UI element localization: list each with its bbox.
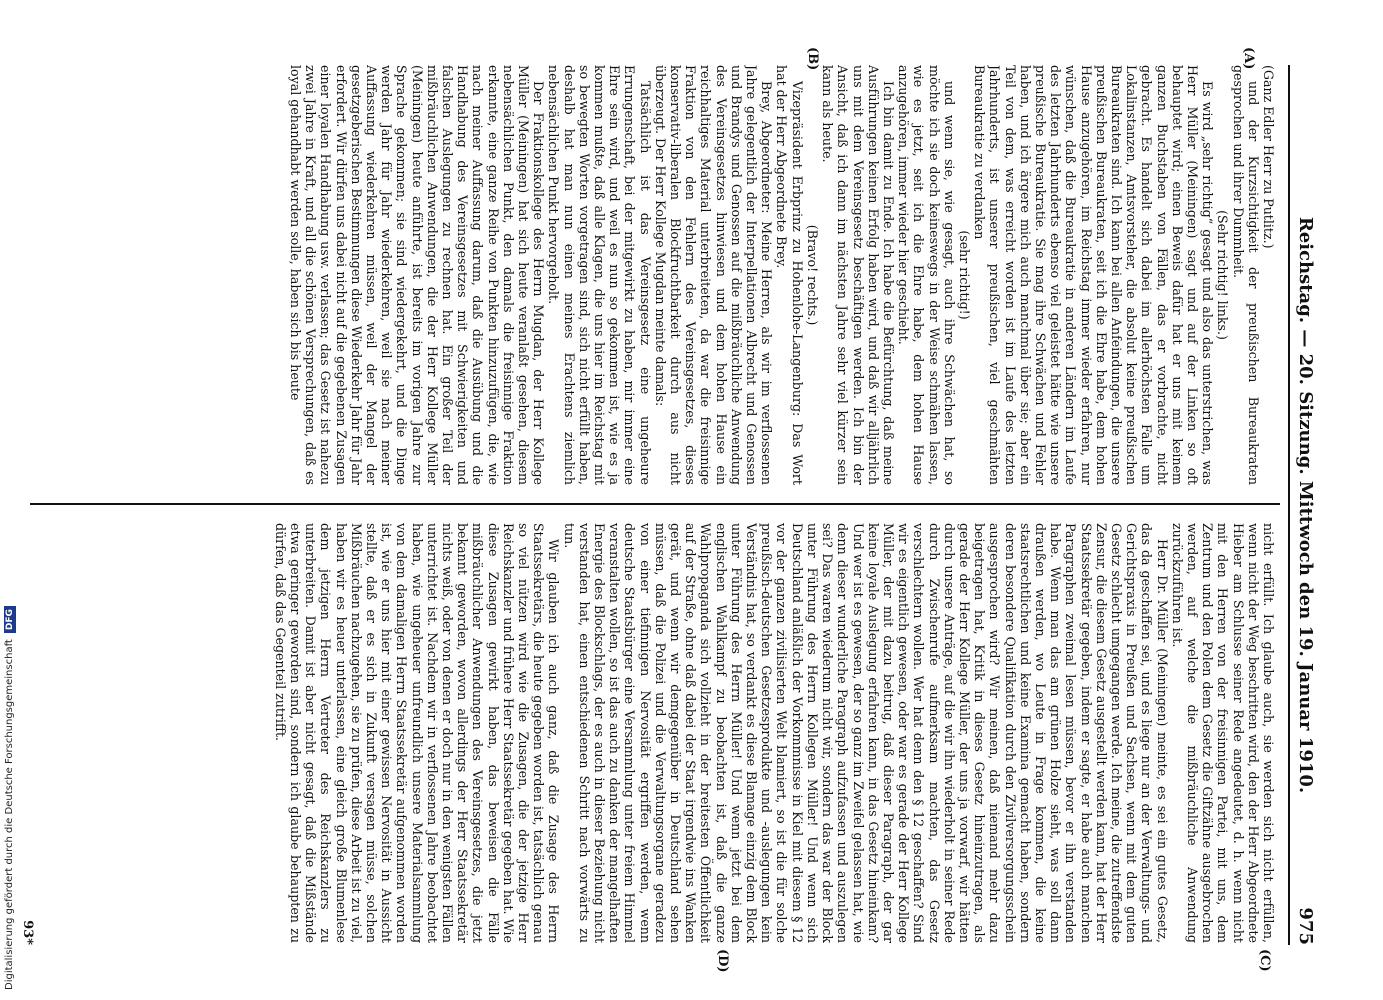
column-divider [30,503,1280,505]
interjection: (Bravo! rechts.) [804,224,820,326]
margin-marker-c: (C) [1257,949,1272,972]
dfg-logo: DFG [4,606,16,633]
document-page [20,45,1320,973]
page-number: 975 [1295,907,1316,945]
margin-marker-d: (D) [715,949,730,973]
page-header [1288,65,1320,945]
credit-text: Digitalisierung gefördert durch die Deutsche Forschungsgemeinschaft [4,639,15,990]
right-column [36,523,1276,943]
credit-line [3,0,17,990]
margin-marker-a: (A) [1241,47,1256,70]
signature-mark: 93* [20,920,35,945]
paragraph: Herr Dr. Müller (Meiningen) meinte, es sei ein gutes Gesetz, das da geschaffen sei, und es liege nur an der Verwaltungs- und Gerichtspraxis in Preußen und Sachsen, wenn mit dem guten Gesetz schlecht umgegangen werde. Ich meine, die zutreffendste Zensur, die diesem Gesetz ausgestellt werden kann, hat der Herr Staatssekretär gegeben, indem er sagte, er habe auch manchen Paragraphen zweimal lesen müssen, bevor er ihn verstanden habe. Wenn man das am grünen Holze sieht, was soll dann draußen werden, wo Leute in Frage kommen, die keine staatsrechtlichen und keine Examina gemacht haben, sondern deren besondere Qualifikation durch den Zivilversorgungsschein ausgesprochen wird? Wir meinen, daß niemand mehr dazu beigetragen hat, Kritik in dieses Gesetz hineinzutragen, als gerade der Herr Kollege Müller, der uns ja vorwarf, wir hätten durch unsere Anträge, auf die wir ihn wiederholt in seiner Rede durch Zwischenrufe aufmerksam machten, das Gesetz verschlechtern wollen. Wer hat denn den § 12 geschaffen? Sind wir es eigentlich gewesen, oder war es gerade der Herr Kollege Müller, der mit dazu beitrug, daß dieser Paragraph, der gar keine loyale Auslegung erfahren kann, in das Gesetz hineinkam? Und wer ist es gewesen, der so ganz im Zweifel gelassen hat, wie denn dieser wunderliche Paragraph aufzufassen und auszulegen sei? Das waren wiederum nicht wir, sondern das war der Block unter Führung des Herrn Kollegen Müller! Und wenn sich Deutschland anläßlich der Vorkommnisse in Kiel mit diesem § 12 vor der ganzen zivilisierten Welt blamiert, so ist die für solche preußisch-deutschen Gesetzesprodukte und -auslegungen kein Verständnis hat, so verdankt es diese Blamage einzig dem Block unter Führung des Herrn Müller! Und wenn jetzt bei dem englischen Wahlkampf zu beobachten ist, daß die ganze Wahlpropaganda sich vollzieht in der breitesten Öffentlichkeit auf der Straße, ohne daß dabei der Staat irgendwie ins Wanken gerät, und wenn wir demgegenüber in Deutschland sehen müssen, daß die Polizei und die Verwaltungsorgane geradezu von einer tiefinnigen Nervosität ergriffen werden, wenn deutsche Staatsbürger eine Versammlung unter freiem Himmel veranstalten wollen, so ist das auch zu danken der mangelhaften Energie des Blockschlags, der es auch in dieser Beziehung nicht verstanden hat, einen entschiedenen Schritt nach vorwärts zu tun. [561,523,1170,943]
left-column [36,65,1276,485]
paragraph: Tatsächlich ist das Vereinsgesetz eine ungeheure Errungenschaft, bei der mitgewirkt zu haben, mir immer eine Ehre sein wird, und weil es nun so gekommen ist, wie es ja kommen mußte, daß alle Klagen, die uns hier im Reichstag mit so bewegten Worten vorgetragen sind, sich nicht erfüllt haben, deshalb hat man nun einen meines Erachtens ziemlich nebensächlichen Punkt hervorgeholt. [546,65,653,485]
margin-marker-b: (B) [805,47,820,71]
paragraph: (Ganz Edler Herr zu Putlitz.) [1261,65,1276,249]
interjection: (Sehr richtig! links.) [1215,210,1231,340]
paragraph: Vizepräsident Erbprinz zu Hohenlohe-Langenburg: Das Wort hat der Herr Abgeordnete Brey. [774,65,805,485]
interjection: (sehr richtig!) [956,230,972,320]
paragraph: Ich bin damit zu Ende. Ich habe die Befürchtung, daß meine Ausführungen keinen Erfolg haben wird, und daß wir alljährlich uns mit dem Vereinsgesetz beschäftigen werden. Ich bin der Ansicht, daß ich dann im nächsten Jahre sehr viel kürzer sein kann als heute. [820,65,896,485]
paragraph: nicht erfüllt. Ich glaube auch, sie werden sich nicht erfüllen, wenn nicht der Weg beschritten wird, den der Herr Abgeordnete Hieber am Schlusse seiner Rede angedeutet, d. h. wenn nicht mit den Herren von der freisinnigen Partei, mit uns, dem Zentrum und den Polen dem Gesetz die Giftzähne ausgebrochen werden, auf welche die mißbräuchliche Anwendung zurückzuführen ist. [1169,523,1276,943]
paragraph: und wenn sie, wie gesagt, auch ihre Schwächen hat, so möchte ich sie doch keineswegs in der Weise schmähen lassen, wie es jetzt, seit ich die Ehre habe, dem hohen Hause anzugehören, immer wieder hier geschieht. [896,65,957,485]
credit-strip [3,0,17,1000]
paragraph: Der Fraktionskollege des Herrn Mugdan, der Herr Kollege Müller (Meiningen) hat sich heute veranlaßt gesehen, diesem nebensächlichen Punkt, den damals die freisinnige Fraktion erkannte, eine ganze Reihe von Punkten hinzuzufügen, die, wie nach meiner Auffassung darum, daß die Ausübung und die Handhabung des Vereinsgesetzes mit Schwierigkeiten und falschen Auslegungen zu rechnen hat. Ein großer Teil der mißbräuchlichen Anwendungen, die der Herr Kollege Müller (Meiningen) heute anführte, ist bereits im vorigen Jahre zur Sprache gekommen; sie sind wiedergekehrt, und die Dinge werden Jahr für Jahr wiederkehren, weil sie nach meiner Auffassung wiederkehren müssen, weil der Mangel der gesetzgeberischen Bestimmungen diese Wiederkehr Jahr für Jahr erfordert. Wir dürfen uns dabei nicht auf die gegebenen Zusagen einer loyalen Handhabung usw. verlassen; das Gesetz ist nahezu zwei Jahre in Kraft, und all die schönen Versprechungen, daß es loyal gehandhabt werden solle, haben sich bis heute [288,65,547,485]
paragraph: Brey, Abgeordneter: Meine Herren, als wir im verflossenen Jahre gelegentlich der Interpellationen Albrecht und Genossen und Brandys und Genossen auf die mißbräuchliche Anwendung des Vereinsgesetzes hinwiesen und dem hohen Hause ein reichhaltiges Material unterbreiteten, da war die freisinnige Fraktion von den Fehlern des Vereinsgesetzes, dieses konservativ-liberalen Blockfruchtbarkeit durch aus nicht überzeugt. Der Herr Kollege Mugdan meinte damals: [652,65,775,485]
paragraph: Wir glauben ich auch ganz, daß die Zusage des Herrn Staatssekretärs, die heute gegeben worden ist, tatsächlich genau so viel nützen wird wie die Zusagen, die der jetzige Herr Reichskanzler und frühere Herr Staatssekretär gegeben hat. Wie diese Zusagen gewirkt haben, das beweisen die Fälle mißbräuchlicher Anwendungen des Vereinsgesetzes, die jetzt bekannt geworden, wovon allerdings der Herr Staatssekretär nichts weiß, oder von denen er doch nur in den wenigsten Fällen unterrichtet ist. Nachdem wir in verflossenen Jahre beobachtet haben, wie ungeheuer unfreundlich unsere Materialsammlung von dem damaligen Herrn Staatssekretär aufgenommen worden ist, wie er uns hier mit einer gewissen Nervosität in Aussicht stellte, daß er es sich in Zukunft versagen müsse, solchen Mißbräuchen nachzugehen, sie zu prüfen, diese Arbeit ist zu viel, haben wir es heuer unterlassen, eine gleich große Blumenlese dem jetzigen Herrn Vertreter des Reichskanzlers zu unterbreiten. Damit ist aber nicht gesagt, daß die Mißstände etwa geringer geworden sind, sondern ich glaube behaupten zu dürfen, daß das Gegenteil zutrifft. [272,523,562,943]
running-title: Reichstag. — 20. Sitzung. Mittwoch den 19. Januar 1910. [1295,216,1316,794]
paragraph: Es wird „sehr richtig“ gesagt und also das unterstrichen, was Herr Müller (Meiningen) sagt und auf der Linken so oft behauptet wird; einen Beweis dafür hat er uns mit keinem ganzen Buchstaben von Fällen, das er vorbrachte, nicht gebracht. Es handelt sich dabei im allerhöchsten Falle um Lokalinstanzen, Amtsvorsteher, die absolut keine preußischen Bureaukraten sind. Ich kann bei allen Anfeindungen, die unsere preußischen Bureaukraten, seit ich die Ehre habe, dem hohen Hause anzugehören, im Reichstag immer wieder erfahren, nur wünschen, daß die Bureaukratie in anderen Ländern im Laufe des letzten Jahrhunderts ebenso viel geleistet hätte wie unsere preußische Bureaukratie. Sie mag ihre Schwächen und Fehler haben, und ich ärgere mich auch manchmal über sie; aber ein Teil von dem, was erreicht worden ist im Laufe des letzten Jahrhunderts, ist unserer preußischen, viel geschmähten Bureaukratie zu verdanken [972,65,1216,485]
paragraph: und der Kurzsichtigkeit der preußischen Bureaukraten gesprochen und ihrer Dummheit. [1230,65,1261,485]
